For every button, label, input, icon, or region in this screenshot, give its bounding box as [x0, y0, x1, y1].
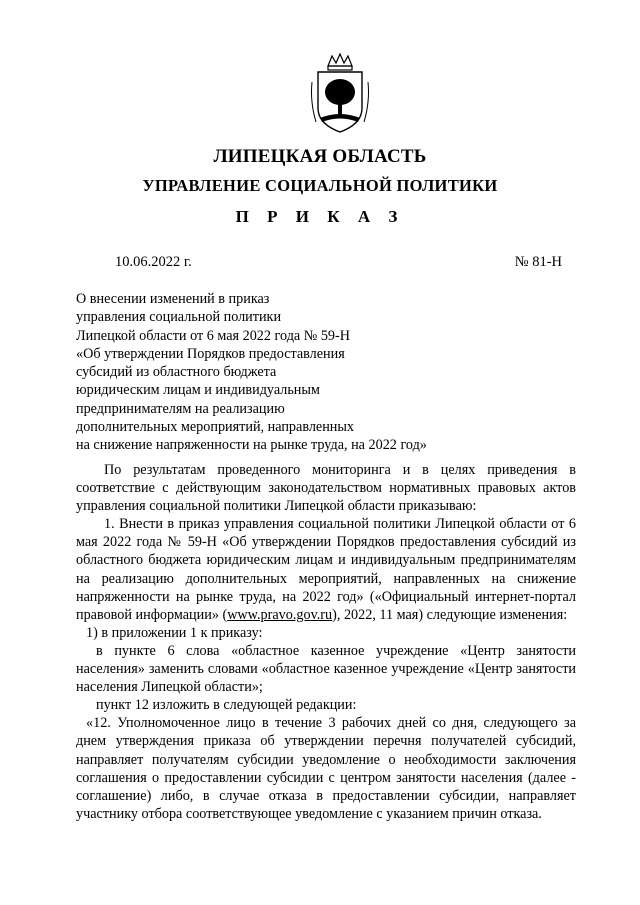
sub-item-1: 1) в приложении 1 к приказу: — [86, 624, 263, 641]
order-title — [76, 290, 546, 455]
order-number: № 81-Н — [514, 254, 562, 270]
title-line: «Об утверждении Порядков предоставления — [76, 345, 345, 362]
item-1-text-end: ), 2022, 11 мая) следующие изменения: — [332, 606, 568, 623]
pravo-link[interactable]: www.pravo.gov.ru — [227, 606, 333, 623]
document-type-heading: П Р И К А З — [235, 207, 405, 226]
item-1-text: 1. Внести в приказ управления социальной политики Липецкой области от 6 мая 2022 года № 59-Н «Об утверждении Порядков предоставления субсидий из областного бюджета юридическим лицам и индивидуальным предпринимателям на реализацию дополнительных мероприятий, направленных на снижение напряженности на рынке труда, на 2022 год» («Официальный интернет-портал правовой информации» ( — [76, 516, 576, 623]
coat-of-arms-emblem — [308, 52, 372, 136]
order-date: 10.06.2022 г. — [115, 254, 192, 270]
title-line: юридическим лицам и индивидуальным — [76, 382, 320, 399]
region-heading: ЛИПЕЦКАЯ ОБЛАСТЬ — [213, 146, 427, 167]
title-line: субсидий из областного бюджета — [76, 364, 277, 381]
item-1-paragraph — [76, 515, 576, 624]
title-line: О внесении изменений в приказ — [76, 291, 270, 307]
title-line: Липецкой области от 6 мая 2022 года № 59-Н — [76, 327, 350, 344]
order-body — [76, 461, 576, 823]
title-line: на снижение напряженности на рынке труда, на 2022 год» — [76, 437, 427, 454]
point-12-intro: пункт 12 изложить в следующей редакции: — [96, 697, 357, 714]
department-heading: УПРАВЛЕНИЕ СОЦИАЛЬНОЙ ПОЛИТИКИ — [142, 176, 498, 195]
point-12-text: «12. Уполномоченное лицо в течение 3 рабочих дней со дня, следующего за днем утверждения приказа об утверждении перечня получателей субсидий, направляет получателям субсидии уведомление о необходимости заключения соглашения о предоставлении субсидии с центром занятости населения (далее - соглашение) либо, в случае отказа в предоставлении субсидии, направляет участнику отбора соответствующее уведомление с указанием причин отказа. — [76, 715, 576, 822]
title-line: предпринимателям на реализацию — [76, 400, 285, 417]
title-line: управления социальной политики — [76, 309, 282, 326]
title-line: дополнительных мероприятий, направленных — [76, 419, 355, 436]
point-6-paragraph: в пункте 6 слова «областное казенное учреждение «Центр занятости населения» заменить словами «областное казенное учреждение «Центр занятости населения Липецкой области»; — [76, 642, 576, 696]
intro-paragraph: По результатам проведенного мониторинга и в целях приведения в соответствие с действующим законодательством нормативных правовых актов управления социальной политики Липецкой области приказываю: — [76, 462, 576, 515]
